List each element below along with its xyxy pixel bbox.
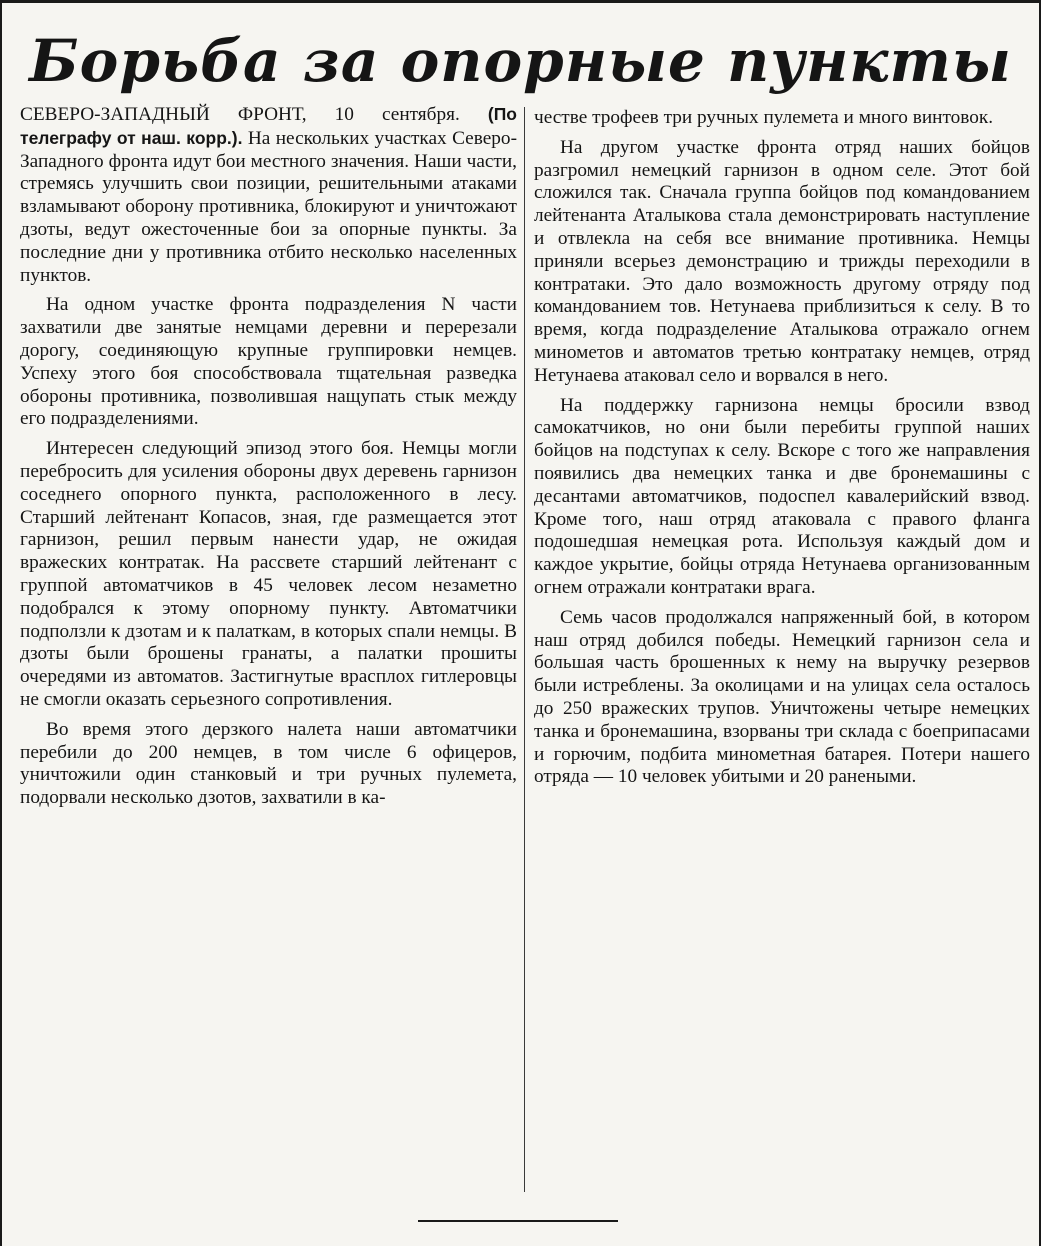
lead-text: На нескольких участках Северо-Западного фронта идут бои местного значения. Наши части, стремясь улучшить свои позиции, решительными атаками взламывают оборону противника, блокируют и уничтожают дзоты, ведут ожесточенные бои за опорные пункты. За последние дни у противника отбито несколько населенных пунктов.	[20, 127, 517, 286]
article-paragraph: На поддержку гарнизона немцы бросили взвод самокатчиков, но они были перебиты группой наших бойцов на подступах к селу. Вскоре с того же направления появились два немецких танка и две бронемашины с десантами автоматчиков, подоспел кавалерийский взвод. Кроме того, наш отряд атаковала с правого фланга подошедшая немецкая рота. Используя каждый дом и каждое укрытие, бойцы отряда Нетунаева организованным огнем отражали контратаки врага.	[534, 394, 1030, 598]
article-end-rule	[418, 1220, 618, 1222]
dateline: СЕВЕРО-ЗАПАДНЫЙ ФРОНТ, 10 сентября.	[20, 104, 460, 125]
lead-paragraph	[20, 103, 517, 287]
article-column-left	[20, 103, 517, 817]
article-paragraph: Интересен следующий эпизод этого боя. Немцы могли перебросить для усиления обороны двух деревень гарнизон соседнего опорного пункта, расположенного в лесу. Старший лейтенант Копасов, зная, где размещается этот гарнизон, решил первым нанести удар, не ожидая вражеских контратак. На рассвете старший лейтенант с группой автоматчиков в 45 человек лесом незаметно подобрался к этому опорному пункту. Автоматчики подползли к дзотам и к палаткам, в которых спали немцы. В дзоты были брошены гранаты, а палатки прошиты очередями из автоматов. Застигнутые врасплох гитлеровцы не смогли оказать серьезного сопротивления.	[20, 438, 517, 710]
article-headline: Борьба за опорные пункты	[29, 27, 1012, 95]
article-paragraph: Семь часов продолжался напряженный бой, в котором наш отряд добился победы. Немецкий гарнизон села и большая часть брошенных к нему на выручку резервов были истреблены. За околицами и на улицах села осталось до 250 вражеских трупов. Уничтожены четыре немецких танка и бронемашина, взорваны три склада с боеприпасами и горючим, подбита минометная батарея. Потери нашего отряда — 10 человек убитыми и 20 ранеными.	[534, 606, 1030, 788]
article-paragraph: На одном участке фронта подразделения N части захватили две занятые немцами деревни и перерезали дорогу, соединяющую крупные группировки немцев. Успеху этого боя способствовала тщательная разведка обороны противника, позволившая нащупать стык между его подразделениями.	[20, 294, 517, 430]
article-paragraph-continued: честве трофеев три ручных пулемета и много винтовок.	[534, 107, 994, 128]
article-paragraph: Во время этого дерзкого налета наши автоматчики перебили до 200 немцев, в том числе 6 офицеров, уничтожили один станковый и три ручных пулемета, подорвали несколько дзотов, захватили в ка-	[20, 718, 517, 809]
source-note: (По телеграфу от наш. корр.).	[20, 104, 517, 148]
article-paragraph: На другом участке фронта отряд наших бойцов разгромил немецкий гарнизон в одном селе. Этот бой сложился так. Сначала группа бойцов под командованием лейтенанта Аталыкова стала демонстрировать наступление и отвлекла на себя все внимание противника. Немцы приняли всерьез демонстрацию и трижды переходили в контратаки. Это дало возможность другому отряду под командованием тов. Нетунаева приблизиться к селу. В то время, когда подразделение Аталыкова отражало огнем минометов и автоматов третью контратаку немцев, отряд Нетунаева атаковал село и ворвался в него.	[534, 136, 1030, 386]
article-column-right	[534, 107, 1030, 796]
column-divider	[524, 107, 525, 1192]
